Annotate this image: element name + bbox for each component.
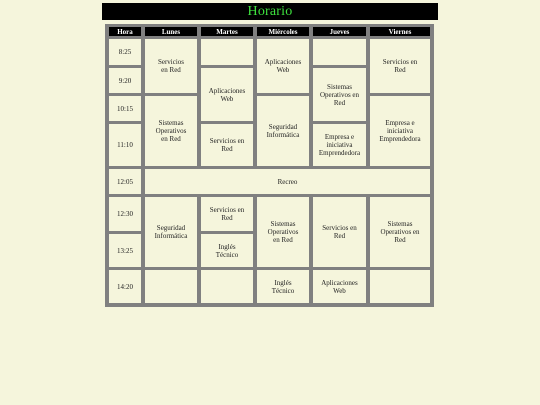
- class-block-martes: Aplicaciones Web: [201, 68, 253, 121]
- class-block-martes: [201, 39, 253, 65]
- schedule-table: [105, 24, 434, 307]
- class-block-viernes: [370, 270, 430, 303]
- time-slot: 13:25: [109, 234, 141, 267]
- class-block-miercoles: Seguridad Informática: [257, 96, 309, 166]
- class-block-viernes: Empresa e iniciativa Emprendedora: [370, 96, 430, 166]
- time-slot: 9:20: [109, 68, 141, 93]
- time-slot: 12:05: [109, 169, 141, 194]
- class-block-miercoles: Sistemas Operativos en Red: [257, 197, 309, 267]
- header-lunes: Lunes: [145, 27, 197, 36]
- header-viernes: Viernes: [370, 27, 430, 36]
- class-block-viernes: Sistemas Operativos en Red: [370, 197, 430, 267]
- class-block-jueves: Servicios en Red: [313, 197, 366, 267]
- break-row: Recreo: [145, 169, 430, 194]
- class-block-miercoles: Aplicaciones Web: [257, 39, 309, 93]
- time-slot: 8:25: [109, 39, 141, 65]
- class-block-lunes: Sistemas Operativos en Red: [145, 96, 197, 166]
- class-block-martes: Servicios en Red: [201, 124, 253, 166]
- class-block-lunes: Servicios en Red: [145, 39, 197, 93]
- header-martes: Martes: [201, 27, 253, 36]
- class-block-martes: [201, 270, 253, 303]
- class-block-lunes: [145, 270, 197, 303]
- class-block-martes: Inglés Técnico: [201, 234, 253, 267]
- time-slot: 10:15: [109, 96, 141, 121]
- class-block-jueves: Aplicaciones Web: [313, 270, 366, 303]
- class-block-jueves: Empresa e iniciativa Emprendedora: [313, 124, 366, 166]
- time-slot: 14:20: [109, 270, 141, 303]
- class-block-lunes: Seguridad Informática: [145, 197, 197, 267]
- class-block-jueves: [313, 39, 366, 65]
- class-block-jueves: Sistemas Operativos en Red: [313, 68, 366, 121]
- header-miercoles: Miércoles: [257, 27, 309, 36]
- header-hora: Hora: [109, 27, 141, 36]
- class-block-miercoles: Inglés Técnico: [257, 270, 309, 303]
- class-block-martes: Servicios en Red: [201, 197, 253, 231]
- page-title: Horario: [102, 3, 438, 20]
- time-slot: 11:10: [109, 124, 141, 166]
- class-block-viernes: Servicios en Red: [370, 39, 430, 93]
- time-slot: 12:30: [109, 197, 141, 231]
- header-jueves: Jueves: [313, 27, 366, 36]
